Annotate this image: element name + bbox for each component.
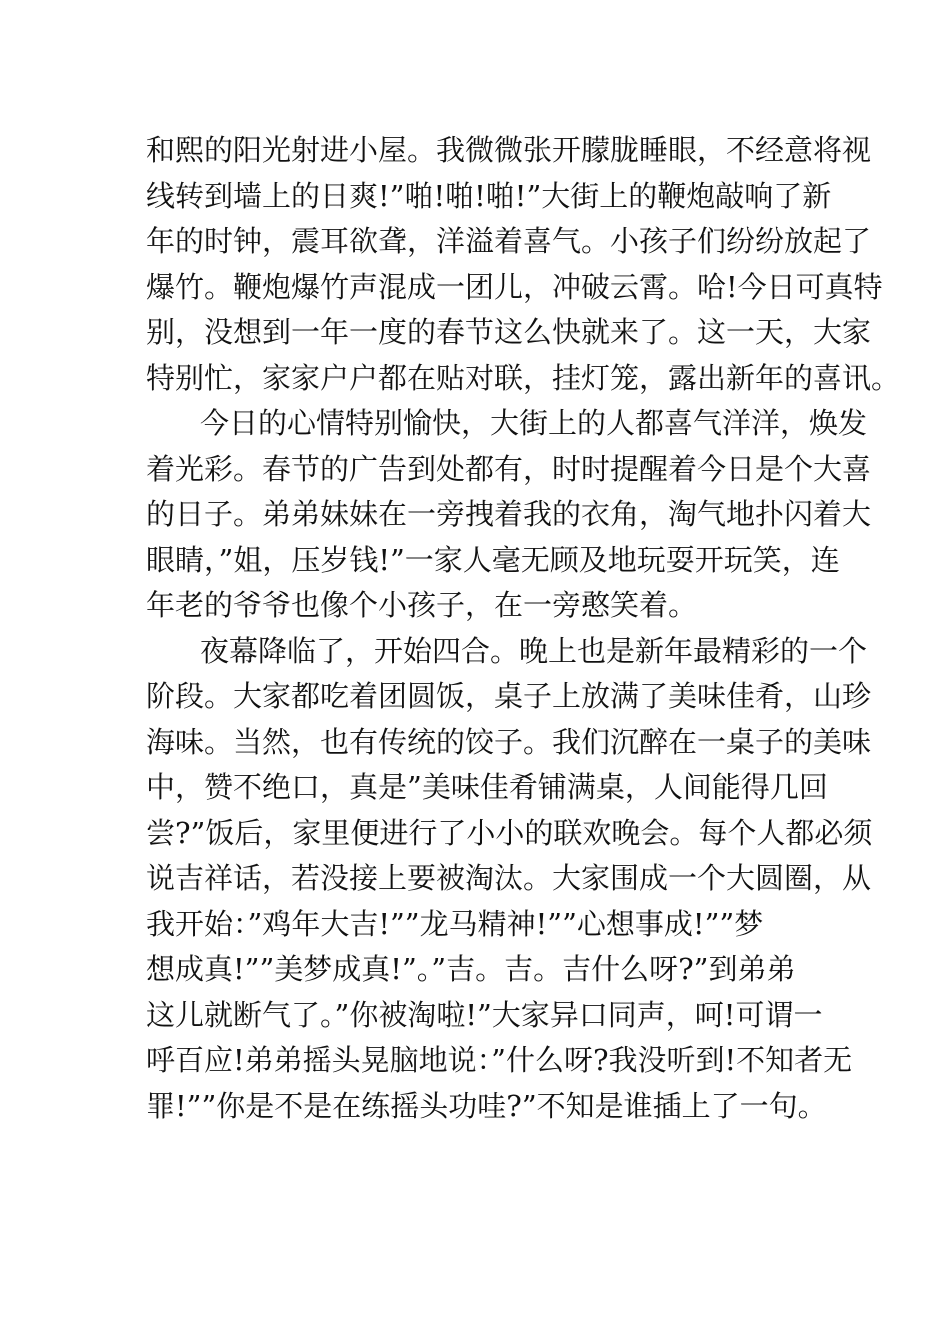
paragraph-start-line: 夜幕降临了，开始四合。晚上也是新年最精彩的一个 bbox=[200, 633, 868, 668]
text-line: 别，没想到一年一度的春节这么快就来了。这一天，大家 bbox=[146, 315, 872, 349]
text-line: 海味。当然，也有传统的饺子。我们沉醉在一桌子的美味 bbox=[146, 724, 872, 759]
text-line: 罪!””你是不是在练摇头功哇?”不知是谁插上了一句。 bbox=[146, 1088, 827, 1123]
text-line: 爆竹。鞭炮爆竹声混成一团儿，冲破云霄。哈!今日可真特 bbox=[146, 269, 883, 304]
text-line: 着光彩。春节的广告到处都有，时时提醒着今日是个大喜 bbox=[146, 451, 872, 486]
text-line: 年老的爷爷也像个小孩子，在一旁憨笑着。 bbox=[146, 588, 698, 622]
paragraph-start-line: 今日的心情特别愉快，大街上的人都喜气洋洋，焕发 bbox=[200, 406, 868, 440]
text-line: 说吉祥话，若没接上要被淘汰。大家围成一个大圆圈，从 bbox=[146, 861, 872, 895]
text-line: 阶段。大家都吃着团圆饭，桌子上放满了美味佳肴，山珍 bbox=[146, 679, 872, 713]
text-line: 线转到墙上的日爽!”啪!啪!啪!”大街上的鞭炮敲响了新 bbox=[146, 178, 832, 213]
text-line: 和熙的阳光射进小屋。我微微张开朦胧睡眼，不经意将视 bbox=[146, 133, 872, 167]
text-line: 想成真!””美梦成真!”。”吉。吉。吉什么呀?”到弟弟 bbox=[146, 952, 796, 986]
text-line: 特别忙，家家户户都在贴对联，挂灯笼，露出新年的喜讯。 bbox=[146, 360, 901, 395]
essay-body bbox=[146, 128, 901, 1129]
text-line: 的日子。弟弟妹妹在一旁拽着我的衣角，淘气地扑闪着大 bbox=[146, 497, 872, 531]
text-line: 呼百应!弟弟摇头晃脑地说：”什么呀?我没听到!不知者无 bbox=[146, 1043, 853, 1077]
text-line: 这儿就断气了。”你被淘啦!”大家异口同声，呵!可谓一 bbox=[146, 997, 823, 1032]
text-line: 尝?”饭后，家里便进行了小小的联欢晚会。每个人都必须 bbox=[146, 815, 873, 850]
text-line: 我开始：”鸡年大吉!””龙马精神!””心想事成!””梦 bbox=[146, 906, 764, 941]
text-line: 年的时钟，震耳欲聋，洋溢着喜气。小孩子们纷纷放起了 bbox=[146, 224, 872, 258]
text-line: 眼睛，”姐，压岁钱!”一家人毫无顾及地玩耍开玩笑，连 bbox=[146, 542, 840, 577]
text-line: 中，赞不绝口，真是”美味佳肴铺满桌，人间能得几回 bbox=[146, 770, 828, 804]
